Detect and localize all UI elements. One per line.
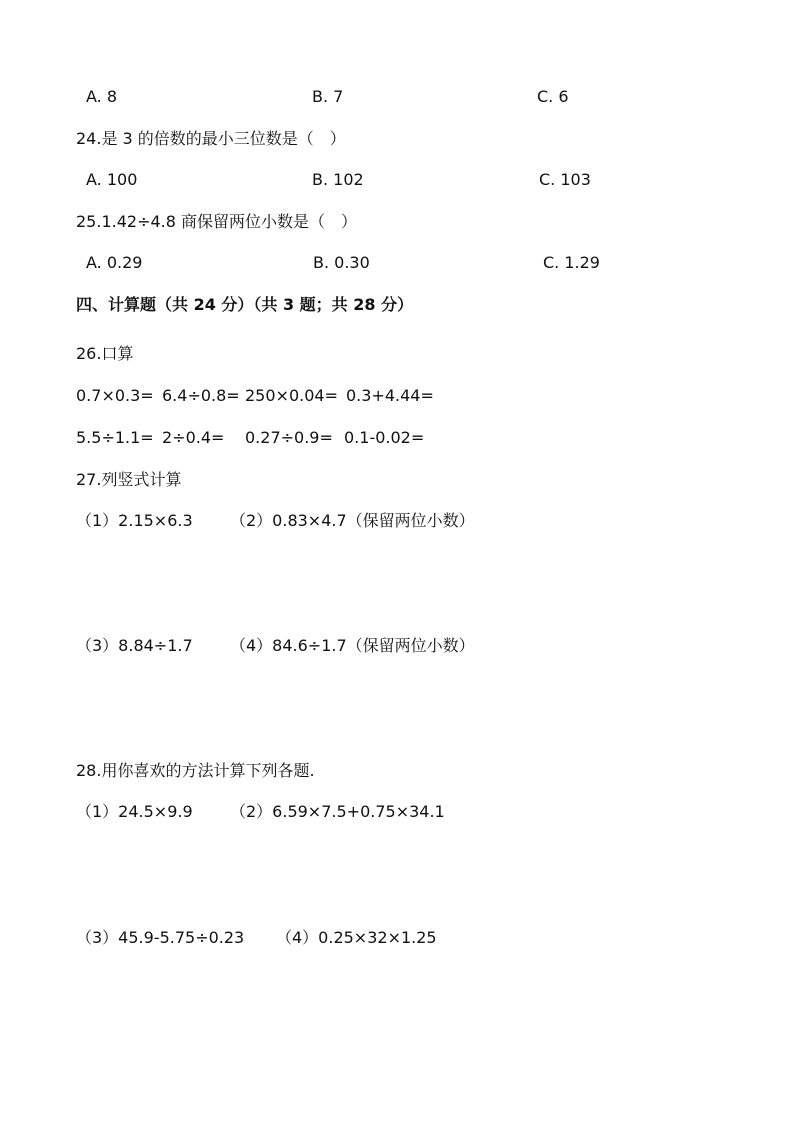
q26-expr: 0.1-0.02= — [344, 428, 425, 447]
q27-item: （2）0.83×4.7（保留两位小数） — [230, 511, 475, 530]
q26-expr: 0.7×0.3= — [76, 386, 154, 405]
q26-expr: 0.3+4.44= — [346, 386, 434, 405]
q28-title: 28.用你喜欢的方法计算下列各题. — [76, 761, 315, 780]
q26-expr: 2÷0.4= — [162, 428, 225, 447]
q27-item: （3）8.84÷1.7 — [76, 636, 193, 655]
section-heading: 四、计算题（共 24 分）（共 3 题；共 28 分） — [76, 295, 414, 314]
q26-expr: 0.27÷0.9= — [245, 428, 333, 447]
q28-item: （4）0.25×32×1.25 — [276, 928, 437, 947]
q27-item: （1）2.15×6.3 — [76, 511, 193, 530]
q27-title: 27.列竖式计算 — [76, 470, 182, 489]
q26-expr: 250×0.04= — [245, 386, 338, 405]
q25-option-a: A. 0.29 — [86, 253, 143, 272]
q23-option-b: B. 7 — [312, 87, 344, 106]
q27-item: （4）84.6÷1.7（保留两位小数） — [230, 636, 475, 655]
q28-item: （3）45.9-5.75÷0.23 — [76, 928, 245, 947]
q28-item: （2）6.59×7.5+0.75×34.1 — [230, 802, 445, 821]
q23-option-a: A. 8 — [86, 87, 118, 106]
q25-option-c: C. 1.29 — [543, 253, 600, 272]
q26-expr: 6.4÷0.8= — [162, 386, 240, 405]
q25-question: 25.1.42÷4.8 商保留两位小数是（ ） — [76, 212, 358, 231]
q28-item: （1）24.5×9.9 — [76, 802, 193, 821]
q24-option-b: B. 102 — [312, 170, 364, 189]
q24-option-a: A. 100 — [86, 170, 138, 189]
q23-option-c: C. 6 — [537, 87, 569, 106]
q25-option-b: B. 0.30 — [313, 253, 370, 272]
q26-expr: 5.5÷1.1= — [76, 428, 154, 447]
q24-question: 24.是 3 的倍数的最小三位数是（ ） — [76, 129, 346, 148]
q26-title: 26.口算 — [76, 344, 134, 363]
q24-option-c: C. 103 — [539, 170, 591, 189]
